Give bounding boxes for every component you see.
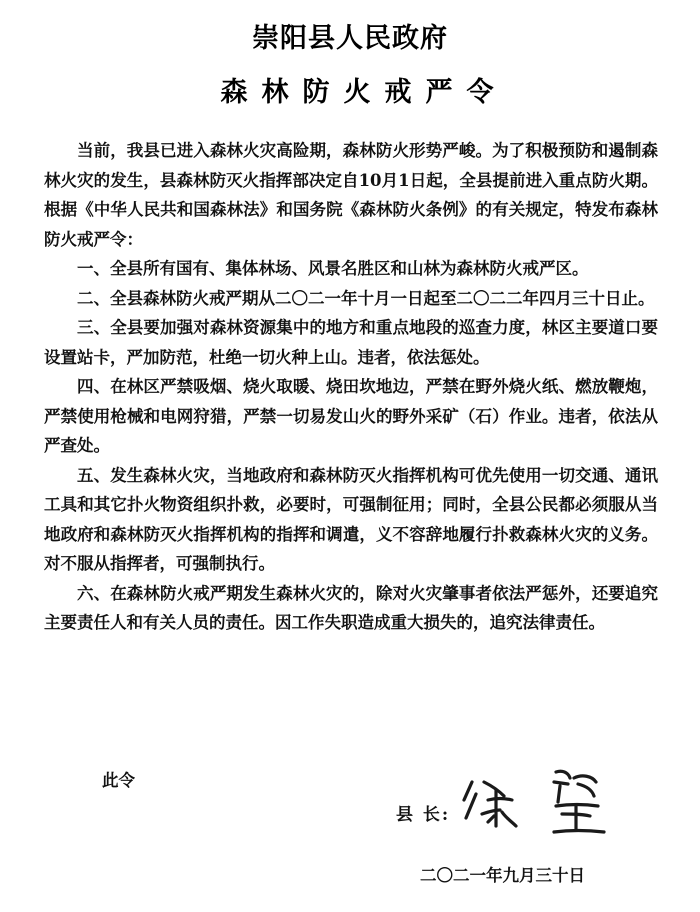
closing-phrase: 此令 [102,771,135,790]
intro-paragraph: 当前，我县已进入森林火灾高险期，森林防火形势严峻。为了积极预防和遏制森林火灾的发生，县森林防灭火指挥部决定自10月1日起，全县提前进入重点防火期。根据《中华人民共和国森林法》和国务院《森林防火条例》的有关规定，特发布森林防火戒严令： [44,141,658,249]
signatory-label: 县 长: [396,805,451,825]
article-1: 一、全县所有国有、集体林场、风景名胜区和山林为森林防火戒严区。 [77,259,589,278]
article-2: 二、全县森林防火戒严期从二〇二一年十月一日起至二〇二二年四月三十日止。 [77,288,655,308]
article-6: 六、在森林防火戒严期发生森林火灾的，除对火灾肇事者依法严惩外，还要追究主要责任人和有关人员的责任。因工作失职造成重大损失的，追究法律责任。 [44,583,658,632]
article-3: 三、全县要加强对森林资源集中的地方和重点地段的巡查力度，林区主要道口要设置站卡，严加防范，杜绝一切火种上山。违者，依法惩处。 [44,318,658,367]
issue-date: 二〇二一年九月三十日 [420,866,585,885]
article-4: 四、在林区严禁吸烟、烧火取暖、烧田坎地边，严禁在野外烧火纸、燃放鞭炮，严禁使用枪械和电网狩猎，严禁一切易发山火的野外采矿（石）作业。违者，依法从严查处。 [44,377,658,455]
document-title: 森林防火戒严令 [220,77,508,108]
article-5: 五、发生森林火灾，当地政府和森林防灭火指挥机构可优先使用一切交通、通讯工具和其它扑火物资组织扑救，必要时，可强制征用；同时，全县公民都必须服从当地政府和森林防灭火指挥机构的指挥和调遣，义不容辞地履行扑救森林火灾的义务。对不服从指挥者，可强制执行。 [44,465,658,573]
issuer-heading: 崇阳县人民政府 [252,23,448,54]
handwritten-signature [458,760,628,840]
signature-icon [458,760,628,840]
decree-body [44,136,658,638]
